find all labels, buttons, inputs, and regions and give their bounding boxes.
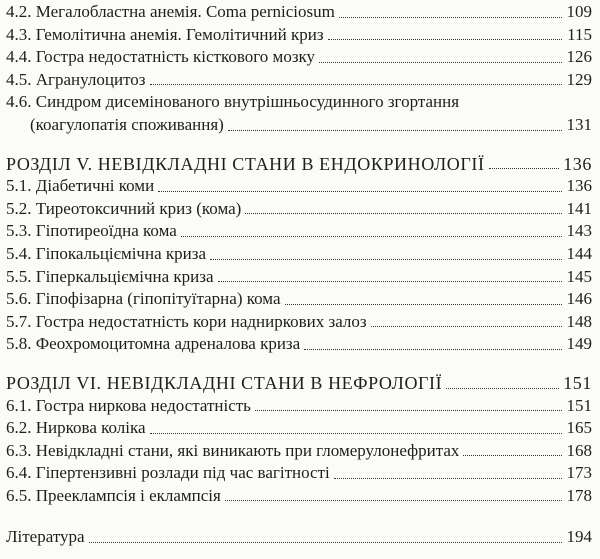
toc-entry-title: Невідкладні стани, які виникають при гломерулонефритах [35, 440, 460, 460]
toc-literature[interactable] [0, 526, 600, 549]
toc-entry-page: 136 [566, 176, 592, 196]
dot-leader [210, 258, 562, 260]
dot-leader [89, 541, 562, 543]
toc-entry-page: 149 [566, 334, 592, 354]
toc-entry[interactable] [0, 198, 600, 221]
table-of-contents [0, 1, 600, 549]
toc-entry[interactable] [0, 311, 600, 334]
toc-entry[interactable] [0, 24, 600, 47]
toc-entry-number: 5.7. [6, 311, 32, 331]
toc-entry-number: 5.4. [6, 243, 32, 263]
section-page: 151 [563, 372, 592, 393]
toc-entry-page: 141 [566, 198, 592, 218]
section-page: 136 [563, 153, 592, 174]
toc-entry-page: 165 [566, 418, 592, 438]
dot-leader [334, 477, 562, 479]
toc-entry-number: 5.8. [6, 334, 32, 354]
toc-entry-title: Гіпертензивні розлади під час вагітності [35, 463, 330, 483]
toc-entry[interactable] [0, 288, 600, 311]
toc-entry-number: 5.6. [6, 289, 32, 309]
toc-entry[interactable] [0, 220, 600, 243]
toc-entry-title: Гіпофізарна (гіпопітуїтарна) кома [35, 289, 281, 309]
dot-leader [245, 212, 562, 214]
dot-leader [339, 16, 562, 18]
toc-entry-title: (коагулопатія споживання) [30, 114, 224, 134]
toc-entry[interactable] [0, 462, 600, 485]
toc-entry-number: 6.4. [6, 463, 32, 483]
toc-entry-page: 109 [566, 2, 592, 21]
dot-leader [489, 167, 560, 169]
toc-entry-page: 115 [567, 24, 592, 44]
toc-entry[interactable] [0, 440, 600, 463]
toc-entry-title: Прееклампсія і еклампсія [35, 485, 221, 505]
toc-entry-title: Тиреотоксичний криз (кома) [35, 198, 242, 218]
toc-entry[interactable] [0, 69, 600, 92]
toc-entry[interactable] [0, 266, 600, 289]
dot-leader [228, 129, 562, 131]
toc-entry[interactable] [0, 417, 600, 440]
toc-entry-number: 6.5. [6, 485, 32, 505]
toc-entry[interactable] [0, 333, 600, 356]
dot-leader [285, 303, 563, 305]
toc-entry-page: 145 [566, 266, 592, 286]
toc-entry-page: 168 [566, 440, 592, 460]
toc-entry-page: 126 [566, 47, 592, 67]
toc-entry-number: 5.2. [6, 198, 32, 218]
dot-leader [446, 387, 559, 389]
toc-entry-title: Література [6, 527, 85, 547]
dot-leader [371, 325, 562, 327]
toc-entry-page: 148 [566, 311, 592, 331]
toc-entry-page: 151 [566, 395, 592, 415]
toc-section-heading[interactable] [0, 153, 600, 176]
toc-entry-number: 4.4. [6, 47, 32, 67]
toc-entry-title: Гіперкальціємічна криза [35, 266, 214, 286]
toc-entry[interactable] [0, 395, 600, 418]
dot-leader [181, 235, 562, 237]
toc-entry[interactable] [0, 485, 600, 508]
toc-entry-title: Гіпотиреоїдна кома [35, 221, 177, 241]
toc-entry-title: Гостра недостатність кісткового мозку [35, 47, 316, 67]
toc-entry-number: 5.3. [6, 221, 32, 241]
toc-entry-continuation[interactable] [0, 114, 600, 137]
toc-entry-page: 144 [566, 243, 592, 263]
toc-entry[interactable] [0, 243, 600, 266]
toc-entry-title: Діабетичні коми [35, 176, 155, 196]
toc-entry[interactable] [0, 175, 600, 198]
dot-leader [255, 409, 562, 411]
section-title: РОЗДІЛ VI. НЕВІДКЛАДНІ СТАНИ В НЕФРОЛОГІЇ [6, 372, 443, 393]
toc-entry-page: 178 [566, 485, 592, 505]
toc-entry-number: 6.1. [6, 395, 32, 415]
toc-entry-title: Мегалобластна анемія. Coma perniciosum [35, 2, 335, 21]
toc-entry-page: 131 [566, 114, 592, 134]
dot-leader [328, 38, 562, 40]
toc-entry-page: 194 [566, 527, 592, 547]
toc-entry[interactable] [0, 46, 600, 69]
dot-leader [304, 348, 562, 350]
toc-entry-title: Ниркова коліка [35, 418, 146, 438]
toc-entry-number: 5.1. [6, 176, 32, 196]
toc-entry-number: 6.2. [6, 418, 32, 438]
toc-entry-number: 4.5. [6, 69, 32, 89]
toc-entry-number: 4.6. [6, 92, 32, 112]
toc-entry[interactable] [0, 91, 600, 114]
toc-entry-number: 4.3. [6, 24, 32, 44]
dot-leader [150, 83, 563, 85]
toc-entry-title: Гемолітична анемія. Гемолітичний криз [35, 24, 324, 44]
dot-leader [150, 432, 562, 434]
dot-leader [158, 190, 562, 192]
toc-entry-title: Гіпокальціємічна криза [35, 243, 206, 263]
toc-entry-title: Гостра недостатність кори надниркових залоз [35, 311, 367, 331]
toc-entry-page: 146 [566, 289, 592, 309]
toc-entry-title: Феохромоцитомна адреналова криза [35, 334, 301, 354]
toc-entry-title: Гостра ниркова недостатність [35, 395, 251, 415]
dot-leader [225, 499, 562, 501]
toc-entry-number: 4.2. [6, 2, 32, 21]
section-title: РОЗДІЛ V. НЕВІДКЛАДНІ СТАНИ В ЕНДОКРИНОЛОГІЇ [6, 153, 485, 174]
toc-entry-page: 173 [566, 463, 592, 483]
toc-entry-title: Синдром дисемінованого внутрішньосудинного згортання [35, 92, 460, 112]
toc-entry-page: 129 [566, 69, 592, 89]
toc-entry-number: 5.5. [6, 266, 32, 286]
dot-leader [463, 454, 562, 456]
toc-section-heading[interactable] [0, 372, 600, 395]
toc-entry-title: Агранулоцитоз [35, 69, 146, 89]
toc-entry-number: 6.3. [6, 440, 32, 460]
dot-leader [218, 280, 562, 282]
toc-entry-page: 143 [566, 221, 592, 241]
toc-entry[interactable] [0, 1, 600, 24]
dot-leader [319, 61, 562, 63]
